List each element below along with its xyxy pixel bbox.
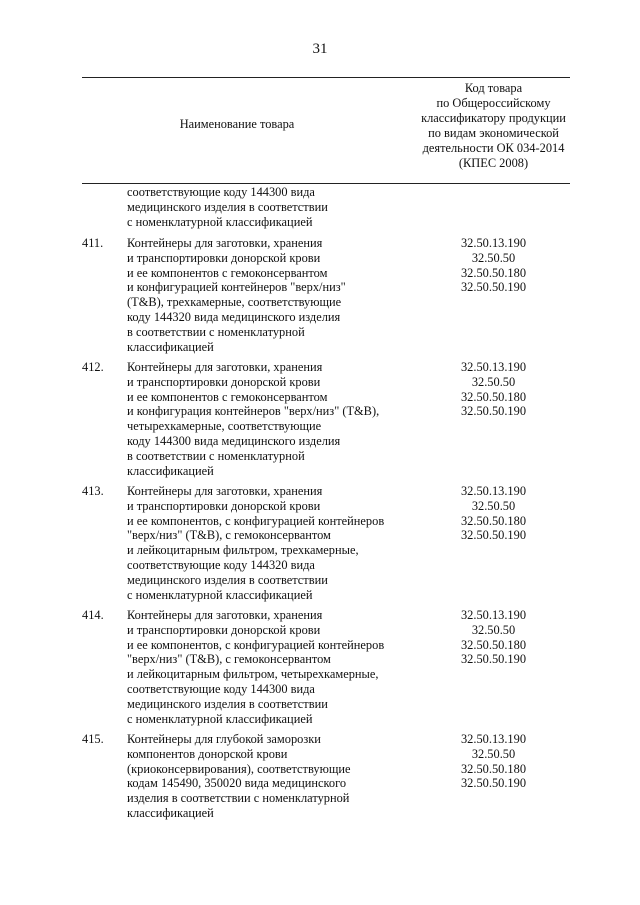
row-name-line: коду 144300 вида медицинского изделия: [127, 433, 341, 448]
product-code: 32.50.50.190: [460, 280, 527, 295]
product-code: 32.50.13.190: [460, 608, 527, 622]
product-code: 32.50.13.190: [460, 732, 527, 746]
row-name-line: и ее компонентов с гемоконсервантом: [127, 265, 328, 280]
product-code: 32.50.50.190: [460, 776, 527, 791]
row-number: 414.: [82, 608, 104, 622]
header-code-line: Код товара: [464, 81, 523, 95]
row-name-line: "верх/низ" (T&B), с гемоконсервантом: [127, 528, 331, 543]
header-product-name: Наименование товара: [179, 117, 295, 131]
row-name-line: соответствующие коду 144320 вида: [127, 557, 315, 572]
row-name-line: и конфигурацией контейнеров "верх/низ": [127, 280, 346, 295]
row-name-line: и лейкоцитарным фильтром, четырехкамерные,: [127, 667, 379, 682]
row-name-line: четырехкамерные, соответствующие: [127, 419, 322, 434]
row-name-line: классификацией: [127, 805, 214, 820]
row-codes: [417, 608, 570, 667]
row-name-line: с номенклатурной классификацией: [127, 711, 313, 726]
row-number: 413.: [82, 484, 104, 498]
row-name-line: и ее компонентов с гемоконсервантом: [127, 389, 328, 404]
row-name-line: и ее компонентов, с конфигурацией контейнеров: [127, 513, 385, 528]
product-code: 32.50.50: [471, 498, 516, 513]
row-name-line: и конфигурация контейнеров "верх/низ" (T&B),: [127, 404, 380, 419]
product-code: 32.50.50.180: [460, 265, 527, 280]
row-name-line: Контейнеры для заготовки, хранения: [127, 608, 323, 622]
row-name-line: коду 144320 вида медицинского изделия: [127, 309, 341, 324]
row-codes: [417, 360, 570, 419]
row-name-line: с номенклатурной классификацией: [127, 214, 313, 229]
row-codes: [417, 732, 570, 791]
row-name-line: медицинского изделия в соответствии: [127, 696, 328, 711]
product-code: 32.50.50.180: [460, 637, 527, 652]
row-name-line: в соответствии с номенклатурной: [127, 448, 305, 463]
page-number: 31: [312, 41, 328, 57]
table-header: [82, 77, 570, 184]
product-code: 32.50.13.190: [460, 360, 527, 374]
row-name: [127, 484, 427, 602]
row-name-line: кодам 145490, 350020 вида медицинского: [127, 776, 347, 791]
product-code: 32.50.50.190: [460, 652, 527, 667]
row-name: [127, 185, 427, 229]
row-name-line: в соответствии с номенклатурной: [127, 324, 305, 339]
row-codes: [417, 236, 570, 295]
row-name-line: компонентов донорской крови: [127, 746, 288, 761]
row-name: [127, 732, 427, 821]
header-product-code: [417, 81, 570, 171]
product-code: 32.50.50: [471, 250, 516, 265]
product-code: 32.50.50: [471, 374, 516, 389]
row-name-line: и лейкоцитарным фильтром, трехкамерные,: [127, 543, 359, 558]
header-code-line: по Общероссийскому: [436, 96, 551, 110]
row-name-line: медицинского изделия в соответствии: [127, 572, 328, 587]
header-code-line: классификатору продукции: [421, 111, 566, 125]
row-name-line: с номенклатурной классификацией: [127, 587, 313, 602]
row-name-line: (криоконсервирования), соответствующие: [127, 761, 351, 776]
row-number: 415.: [82, 732, 104, 746]
row-name: [127, 360, 427, 478]
product-code: 32.50.50.180: [460, 513, 527, 528]
row-number: 412.: [82, 360, 104, 374]
product-code: 32.50.50.190: [460, 404, 527, 419]
row-name: [127, 608, 427, 726]
row-number: 411.: [82, 236, 104, 250]
row-name-line: (T&B), трехкамерные, соответствующие: [127, 295, 342, 310]
product-code: 32.50.50.190: [460, 528, 527, 543]
product-code: 32.50.13.190: [460, 236, 527, 250]
product-code: 32.50.50.180: [460, 761, 527, 776]
product-code: 32.50.50: [471, 746, 516, 761]
row-name-line: классификацией: [127, 339, 214, 354]
row-name-line: Контейнеры для заготовки, хранения: [127, 484, 323, 498]
row-name-line: "верх/низ" (T&B), с гемоконсервантом: [127, 652, 331, 667]
header-code-line: по видам экономической: [428, 126, 559, 140]
row-name-line: и транспортировки донорской крови: [127, 498, 321, 513]
product-code: 32.50.50.180: [460, 389, 527, 404]
header-code-line: деятельности ОК 034-2014: [422, 141, 565, 155]
row-name-line: медицинского изделия в соответствии: [127, 199, 328, 214]
row-name-line: Контейнеры для заготовки, хранения: [127, 236, 323, 250]
row-name-line: и транспортировки донорской крови: [127, 374, 321, 389]
row-name-line: классификацией: [127, 463, 214, 478]
row-name-line: изделия в соответствии с номенклатурной: [127, 791, 350, 806]
row-name-line: и ее компонентов, с конфигурацией контейнеров: [127, 637, 385, 652]
row-name-line: и транспортировки донорской крови: [127, 622, 321, 637]
row-name-line: Контейнеры для глубокой заморозки: [127, 732, 321, 746]
product-code: 32.50.13.190: [460, 484, 527, 498]
row-name-line: и транспортировки донорской крови: [127, 250, 321, 265]
header-code-line: (КПЕС 2008): [458, 156, 529, 170]
row-name: [127, 236, 427, 354]
row-name-line: Контейнеры для заготовки, хранения: [127, 360, 323, 374]
row-codes: [417, 484, 570, 543]
row-name-line: соответствующие коду 144300 вида: [127, 185, 315, 199]
row-name-line: соответствующие коду 144300 вида: [127, 681, 315, 696]
product-code: 32.50.50: [471, 622, 516, 637]
